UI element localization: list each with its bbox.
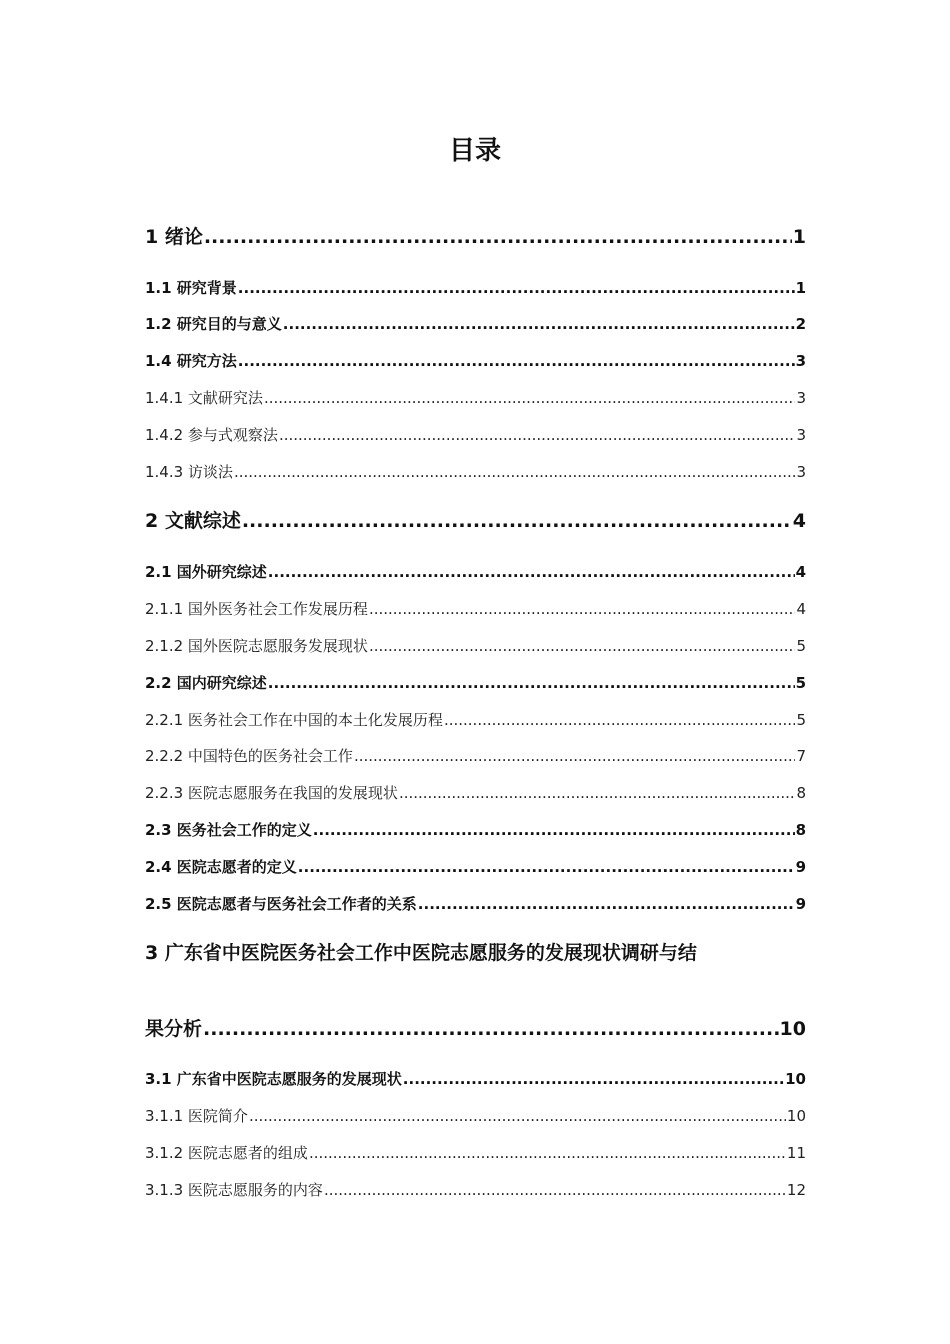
toc-leader-dots xyxy=(444,709,796,731)
toc-leader-dots xyxy=(238,350,795,372)
toc-leader-dots xyxy=(324,1179,786,1201)
toc-page-number: 9 xyxy=(795,858,806,876)
toc-entry-text: 2.5 医院志愿者与医务社会工作者的关系 xyxy=(145,895,417,913)
toc-entry-text: 3.1.2 医院志愿者的组成 xyxy=(145,1144,308,1162)
toc-entry-2-1-1[interactable] xyxy=(145,598,806,620)
toc-entry-text: 1.4.3 访谈法 xyxy=(145,463,233,481)
toc-leader-dots xyxy=(399,782,796,804)
toc-entry-1-1[interactable] xyxy=(145,277,806,299)
toc-entry-1-4-1[interactable] xyxy=(145,387,806,409)
toc-page-number: 1 xyxy=(792,226,806,248)
toc-entry-text: 1 绪论 xyxy=(145,226,203,248)
toc-entry-2-5[interactable] xyxy=(145,893,806,915)
toc-entry-text: 2.1.1 国外医务社会工作发展历程 xyxy=(145,600,368,618)
toc-entry-text: 1.4.1 文献研究法 xyxy=(145,389,263,407)
toc-entry-2-2-2[interactable] xyxy=(145,745,806,767)
toc-entry-1-4[interactable] xyxy=(145,350,806,372)
toc-entry-text: 2.3 医务社会工作的定义 xyxy=(145,821,312,839)
toc-page-number: 10 xyxy=(779,1018,806,1040)
toc-entry-1-4-3[interactable] xyxy=(145,461,806,483)
toc-leader-dots xyxy=(313,819,795,841)
toc-leader-dots xyxy=(264,387,796,409)
toc-leader-dots xyxy=(283,313,795,335)
toc-page-number: 7 xyxy=(796,747,806,765)
toc-entry-2[interactable] xyxy=(145,508,806,534)
toc-leader-dots xyxy=(369,598,796,620)
toc-entry-2-4[interactable] xyxy=(145,856,806,878)
toc-page-number: 5 xyxy=(796,637,806,655)
toc-entry-text: 2 文献综述 xyxy=(145,510,241,532)
toc-page-number: 10 xyxy=(786,1107,806,1125)
toc-leader-dots xyxy=(268,561,795,583)
toc-page-number: 2 xyxy=(795,315,806,333)
toc-entry-text: 3.1.1 医院简介 xyxy=(145,1107,248,1125)
toc-leader-dots xyxy=(268,672,795,694)
toc-leader-dots xyxy=(298,856,795,878)
toc-leader-dots xyxy=(249,1105,786,1127)
toc-entry-text: 2.4 医院志愿者的定义 xyxy=(145,858,297,876)
toc-page-number: 4 xyxy=(792,510,806,532)
toc-entry-text: 果分析 xyxy=(145,1018,203,1040)
toc-entry-1-4-2[interactable] xyxy=(145,424,806,446)
toc-entry-text: 1.4.2 参与式观察法 xyxy=(145,426,278,444)
toc-page-number: 5 xyxy=(796,711,806,729)
toc-page-number: 3 xyxy=(796,389,806,407)
toc-entry-2-1[interactable] xyxy=(145,561,806,583)
toc-leader-dots xyxy=(309,1142,786,1164)
toc-page-number: 8 xyxy=(795,821,806,839)
toc-page-number: 4 xyxy=(795,563,806,581)
toc-entry-text: 1.4 研究方法 xyxy=(145,352,237,370)
toc-entry-3-1[interactable] xyxy=(145,1068,806,1090)
toc-entry-text: 2.1.2 国外医院志愿服务发展现状 xyxy=(145,637,368,655)
toc-leader-dots xyxy=(369,635,796,657)
toc-entry-text: 2.2.1 医务社会工作在中国的本土化发展历程 xyxy=(145,711,443,729)
toc-page-number: 1 xyxy=(795,279,806,297)
toc-leader-dots xyxy=(203,1016,779,1042)
toc-leader-dots xyxy=(234,461,796,483)
toc-page-number: 10 xyxy=(785,1070,806,1088)
toc-entry-2-2-1[interactable] xyxy=(145,709,806,731)
toc-entry-3-1-3[interactable] xyxy=(145,1179,806,1201)
toc-page-number: 11 xyxy=(786,1144,806,1162)
toc-entry-text: 3.1.3 医院志愿服务的内容 xyxy=(145,1181,323,1199)
toc-page-number: 8 xyxy=(796,784,806,802)
toc-page-number: 3 xyxy=(796,426,806,444)
toc-entry-3-1-2[interactable] xyxy=(145,1142,806,1164)
toc-leader-dots xyxy=(403,1068,784,1090)
toc-leader-dots xyxy=(279,424,796,446)
toc-page-number: 3 xyxy=(796,463,806,481)
toc-entry-2-2-3[interactable] xyxy=(145,782,806,804)
toc-entry-2-3[interactable] xyxy=(145,819,806,841)
toc-entry-text: 2.1 国外研究综述 xyxy=(145,563,267,581)
toc-entry-text: 1.2 研究目的与意义 xyxy=(145,315,282,333)
toc-entry-1-2[interactable] xyxy=(145,313,806,335)
toc-entry-1[interactable] xyxy=(145,224,806,250)
toc-page-number: 9 xyxy=(795,895,806,913)
toc-entry-3-line1[interactable]: 3 广东省中医院医务社会工作中医院志愿服务的发展现状调研与结 xyxy=(145,942,697,964)
toc-entry-2-2[interactable] xyxy=(145,672,806,694)
toc-entry-text: 2.2.2 中国特色的医务社会工作 xyxy=(145,747,353,765)
toc-entry-text: 2.2.3 医院志愿服务在我国的发展现状 xyxy=(145,784,398,802)
toc-entry-3-1-1[interactable] xyxy=(145,1105,806,1127)
toc-entry-text: 1.1 研究背景 xyxy=(145,279,237,297)
toc-page-number: 3 xyxy=(795,352,806,370)
toc-leader-dots xyxy=(418,893,795,915)
toc-title: 目录 xyxy=(448,136,501,166)
toc-leader-dots xyxy=(242,508,792,534)
toc-leader-dots xyxy=(204,224,792,250)
toc-entry-text: 3.1 广东省中医院志愿服务的发展现状 xyxy=(145,1070,402,1088)
toc-page-number: 4 xyxy=(796,600,806,618)
toc-page-number: 5 xyxy=(795,674,806,692)
toc-entry-2-1-2[interactable] xyxy=(145,635,806,657)
toc-page-number: 12 xyxy=(786,1181,806,1199)
toc-entry-3[interactable] xyxy=(145,1016,806,1042)
toc-leader-dots xyxy=(354,745,796,767)
toc-entry-text: 2.2 国内研究综述 xyxy=(145,674,267,692)
toc-leader-dots xyxy=(238,277,795,299)
